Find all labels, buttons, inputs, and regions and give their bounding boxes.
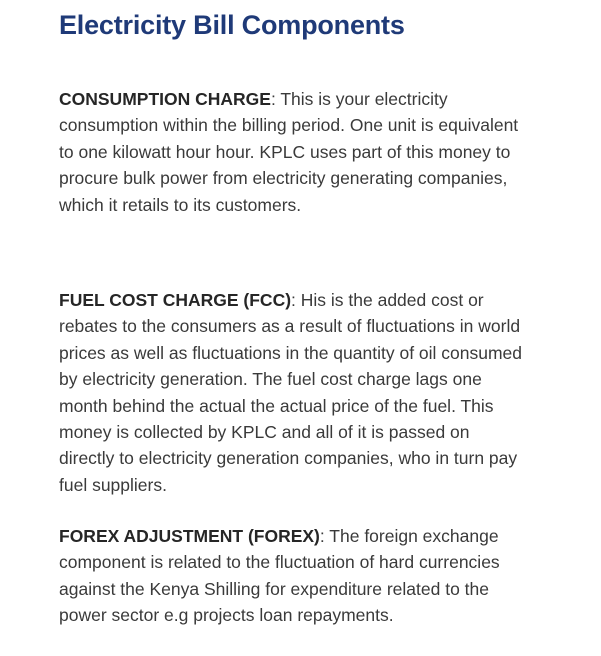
page-title: Electricity Bill Components bbox=[59, 10, 405, 40]
fuel-cost-charge-section bbox=[59, 287, 529, 498]
fuel-cost-charge-term: FUEL COST CHARGE (FCC) bbox=[59, 290, 292, 310]
forex-adjustment-term: FOREX ADJUSTMENT (FOREX) bbox=[59, 526, 320, 546]
consumption-charge-term: CONSUMPTION CHARGE bbox=[59, 89, 271, 109]
forex-adjustment-description: : The foreign exchange component is related to the fluctuation of hard currencies against the Kenya Shilling for expenditure related to the power sector e.g projects loan repayments. bbox=[59, 526, 500, 626]
fuel-cost-charge-description: : His is the added cost or rebates to the consumers as a result of fluctuations in world prices as well as fluctuations in the quantity of oil consumed by electricity generation. The fuel cost charge lags one month behind the actual the actual price of the fuel. This money is collected by KPLC and all of it is passed on directly to electricity generation companies, who in turn pay fuel suppliers. bbox=[59, 290, 523, 495]
consumption-charge-description: : This is your electricity consumption within the billing period. One unit is equivalent to one kilowatt hour hour. KPLC uses part of this money to procure bulk power from electricity generating companies, which it retails to its customers. bbox=[59, 89, 519, 215]
forex-adjustment-section bbox=[59, 523, 529, 629]
consumption-charge-section bbox=[59, 86, 529, 218]
